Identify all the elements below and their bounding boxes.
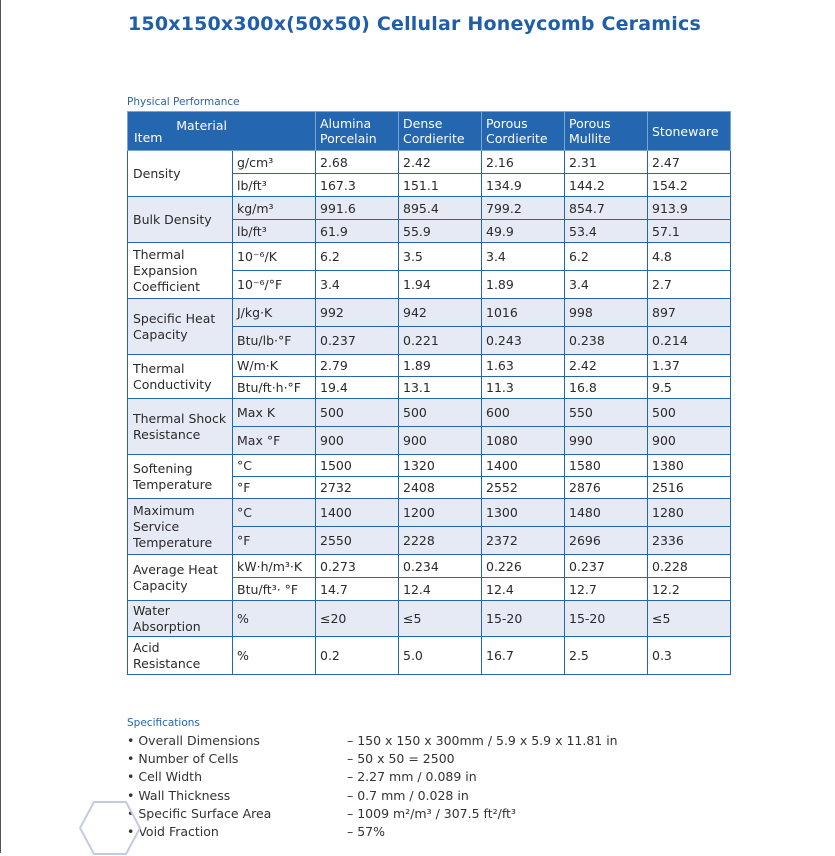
value-cell: 895.4 xyxy=(399,197,482,220)
property-name: Bulk Density xyxy=(128,197,233,243)
value-cell: 998 xyxy=(565,299,648,327)
specifications-heading: Specifications xyxy=(127,717,200,729)
value-cell: 600 xyxy=(482,399,565,427)
value-cell: 6.2 xyxy=(565,243,648,271)
value-cell: 0.237 xyxy=(565,555,648,578)
unit-cell: Btu/lb·°F xyxy=(233,327,316,355)
value-cell: 942 xyxy=(399,299,482,327)
value-cell: 2.47 xyxy=(648,151,731,174)
property-name: Water Absorption xyxy=(128,601,233,637)
value-cell: 854.7 xyxy=(565,197,648,220)
value-cell: 16.7 xyxy=(482,637,565,675)
unit-cell: Max °F xyxy=(233,427,316,455)
value-cell: 1280 xyxy=(648,499,731,527)
table-row xyxy=(128,601,731,637)
value-cell: ≤5 xyxy=(399,601,482,637)
header-material: Alumina Porcelain xyxy=(316,112,399,151)
value-cell: 2.68 xyxy=(316,151,399,174)
property-name: Maximum Service Temperature xyxy=(128,499,233,555)
spec-label: • Cell Width xyxy=(127,769,202,785)
unit-cell: kW·h/m³·K xyxy=(233,555,316,578)
value-cell: 1400 xyxy=(482,455,565,477)
value-cell: 1016 xyxy=(482,299,565,327)
value-cell: 0.3 xyxy=(648,637,731,675)
physical-performance-table xyxy=(127,111,731,675)
value-cell: 144.2 xyxy=(565,174,648,197)
value-cell: ≤20 xyxy=(316,601,399,637)
unit-cell: °C xyxy=(233,455,316,477)
table-header-row xyxy=(128,112,731,151)
value-cell: 19.4 xyxy=(316,377,399,399)
value-cell: 1400 xyxy=(316,499,399,527)
value-cell: 2.42 xyxy=(565,355,648,377)
value-cell: 1.37 xyxy=(648,355,731,377)
table-body xyxy=(128,151,731,675)
value-cell: 1580 xyxy=(565,455,648,477)
table-row xyxy=(128,299,731,327)
value-cell: 900 xyxy=(316,427,399,455)
unit-cell: 10⁻⁶/°F xyxy=(233,271,316,299)
table-row xyxy=(128,399,731,427)
header-material: Dense Cordierite xyxy=(399,112,482,151)
value-cell: 2550 xyxy=(316,527,399,555)
property-name: Thermal Expansion Coefficient xyxy=(128,243,233,299)
spec-value: – 0.7 mm / 0.028 in xyxy=(347,787,469,803)
physical-performance-label: Physical Performance xyxy=(127,96,240,108)
value-cell: 1200 xyxy=(399,499,482,527)
value-cell: 1.63 xyxy=(482,355,565,377)
value-cell: 991.6 xyxy=(316,197,399,220)
value-cell: 3.4 xyxy=(482,243,565,271)
header-corner-cell xyxy=(128,112,316,151)
unit-cell: % xyxy=(233,601,316,637)
value-cell: 12.7 xyxy=(565,578,648,601)
value-cell: 0.238 xyxy=(565,327,648,355)
value-cell: 2.7 xyxy=(648,271,731,299)
value-cell: 49.9 xyxy=(482,220,565,243)
value-cell: 897 xyxy=(648,299,731,327)
value-cell: 1320 xyxy=(399,455,482,477)
table-row xyxy=(128,197,731,220)
property-name: Average Heat Capacity xyxy=(128,555,233,601)
value-cell: 900 xyxy=(648,427,731,455)
value-cell: 0.234 xyxy=(399,555,482,578)
value-cell: 12.4 xyxy=(399,578,482,601)
spec-value: – 150 x 150 x 300mm / 5.9 x 5.9 x 11.81 in xyxy=(347,733,618,748)
value-cell: 6.2 xyxy=(316,243,399,271)
value-cell: 12.4 xyxy=(482,578,565,601)
unit-cell: lb/ft³ xyxy=(233,174,316,197)
header-material: Stoneware xyxy=(648,112,731,151)
value-cell: 1480 xyxy=(565,499,648,527)
value-cell: 992 xyxy=(316,299,399,327)
table-row xyxy=(128,355,731,377)
value-cell: 1500 xyxy=(316,455,399,477)
value-cell: 1080 xyxy=(482,427,565,455)
value-cell: 2372 xyxy=(482,527,565,555)
spec-value: – 57% xyxy=(347,824,386,839)
value-cell: 134.9 xyxy=(482,174,565,197)
value-cell: 1.94 xyxy=(399,271,482,299)
unit-cell: 10⁻⁶/K xyxy=(233,243,316,271)
value-cell: 12.2 xyxy=(648,578,731,601)
value-cell: 15-20 xyxy=(482,601,565,637)
value-cell: 3.4 xyxy=(316,271,399,299)
header-item-label: Item xyxy=(134,130,163,145)
unit-cell: Max K xyxy=(233,399,316,427)
spec-label: • Number of Cells xyxy=(127,751,239,767)
value-cell: 2.79 xyxy=(316,355,399,377)
header-material: Porous Cordierite xyxy=(482,112,565,151)
table-row xyxy=(128,555,731,578)
value-cell: 2336 xyxy=(648,527,731,555)
value-cell: 2732 xyxy=(316,477,399,499)
value-cell: 61.9 xyxy=(316,220,399,243)
value-cell: 550 xyxy=(565,399,648,427)
unit-cell: °C xyxy=(233,499,316,527)
property-name: Softening Temperature xyxy=(128,455,233,499)
unit-cell: kg/m³ xyxy=(233,197,316,220)
value-cell: 0.273 xyxy=(316,555,399,578)
property-name: Acid Resistance xyxy=(128,637,233,675)
page-title: 150x150x300x(50x50) Cellular Honeycomb Ceramics xyxy=(128,13,701,35)
value-cell: ≤5 xyxy=(648,601,731,637)
value-cell: 1380 xyxy=(648,455,731,477)
table-row xyxy=(128,151,731,174)
value-cell: 1.89 xyxy=(482,271,565,299)
value-cell: 3.4 xyxy=(565,271,648,299)
unit-cell: W/m·K xyxy=(233,355,316,377)
value-cell: 900 xyxy=(399,427,482,455)
table-row xyxy=(128,499,731,527)
value-cell: 913.9 xyxy=(648,197,731,220)
spec-value: – 1009 m²/m³ / 307.5 ft²/ft³ xyxy=(347,805,516,821)
value-cell: 13.1 xyxy=(399,377,482,399)
unit-cell: Btu/ft³· °F xyxy=(233,578,316,601)
value-cell: 3.5 xyxy=(399,243,482,271)
value-cell: 2.42 xyxy=(399,151,482,174)
value-cell: 151.1 xyxy=(399,174,482,197)
header-material: Porous Mullite xyxy=(565,112,648,151)
value-cell: 799.2 xyxy=(482,197,565,220)
value-cell: 11.3 xyxy=(482,377,565,399)
value-cell: 16.8 xyxy=(565,377,648,399)
value-cell: 0.228 xyxy=(648,555,731,578)
property-name: Specific Heat Capacity xyxy=(128,299,233,355)
value-cell: 15-20 xyxy=(565,601,648,637)
value-cell: 2876 xyxy=(565,477,648,499)
value-cell: 53.4 xyxy=(565,220,648,243)
spec-label: • Wall Thickness xyxy=(127,787,231,803)
value-cell: 2696 xyxy=(565,527,648,555)
value-cell: 500 xyxy=(648,399,731,427)
property-name: Thermal Shock Resistance xyxy=(128,399,233,455)
unit-cell: g/cm³ xyxy=(233,151,316,174)
value-cell: 2.5 xyxy=(565,637,648,675)
value-cell: 57.1 xyxy=(648,220,731,243)
unit-cell: lb/ft³ xyxy=(233,220,316,243)
unit-cell: °F xyxy=(233,527,316,555)
value-cell: 5.0 xyxy=(399,637,482,675)
spec-label: • Void Fraction xyxy=(127,824,219,839)
value-cell: 14.7 xyxy=(316,578,399,601)
table-row xyxy=(128,455,731,477)
unit-cell: °F xyxy=(233,477,316,499)
table-row xyxy=(128,637,731,675)
page-left-border xyxy=(0,0,1,853)
value-cell: 4.8 xyxy=(648,243,731,271)
value-cell: 0.237 xyxy=(316,327,399,355)
value-cell: 55.9 xyxy=(399,220,482,243)
table-row xyxy=(128,243,731,271)
value-cell: 9.5 xyxy=(648,377,731,399)
value-cell: 0.243 xyxy=(482,327,565,355)
value-cell: 0.214 xyxy=(648,327,731,355)
spec-label: • Specific Surface Area xyxy=(127,805,272,821)
unit-cell: Btu/ft·h·°F xyxy=(233,377,316,399)
value-cell: 167.3 xyxy=(316,174,399,197)
hexagon-outline-icon xyxy=(78,800,142,856)
value-cell: 2228 xyxy=(399,527,482,555)
value-cell: 500 xyxy=(316,399,399,427)
spec-value: – 50 x 50 = 2500 xyxy=(347,751,455,767)
value-cell: 2516 xyxy=(648,477,731,499)
value-cell: 990 xyxy=(565,427,648,455)
value-cell: 1.89 xyxy=(399,355,482,377)
value-cell: 2.31 xyxy=(565,151,648,174)
value-cell: 500 xyxy=(399,399,482,427)
value-cell: 2.16 xyxy=(482,151,565,174)
unit-cell: J/kg·K xyxy=(233,299,316,327)
value-cell: 2552 xyxy=(482,477,565,499)
unit-cell: % xyxy=(233,637,316,675)
value-cell: 0.221 xyxy=(399,327,482,355)
header-material-label: Material xyxy=(176,118,227,133)
property-name: Thermal Conductivity xyxy=(128,355,233,399)
spec-value: – 2.27 mm / 0.089 in xyxy=(347,769,477,785)
value-cell: 2408 xyxy=(399,477,482,499)
value-cell: 0.226 xyxy=(482,555,565,578)
value-cell: 154.2 xyxy=(648,174,731,197)
value-cell: 1300 xyxy=(482,499,565,527)
value-cell: 0.2 xyxy=(316,637,399,675)
property-name: Density xyxy=(128,151,233,197)
spec-label: • Overall Dimensions xyxy=(127,733,260,748)
